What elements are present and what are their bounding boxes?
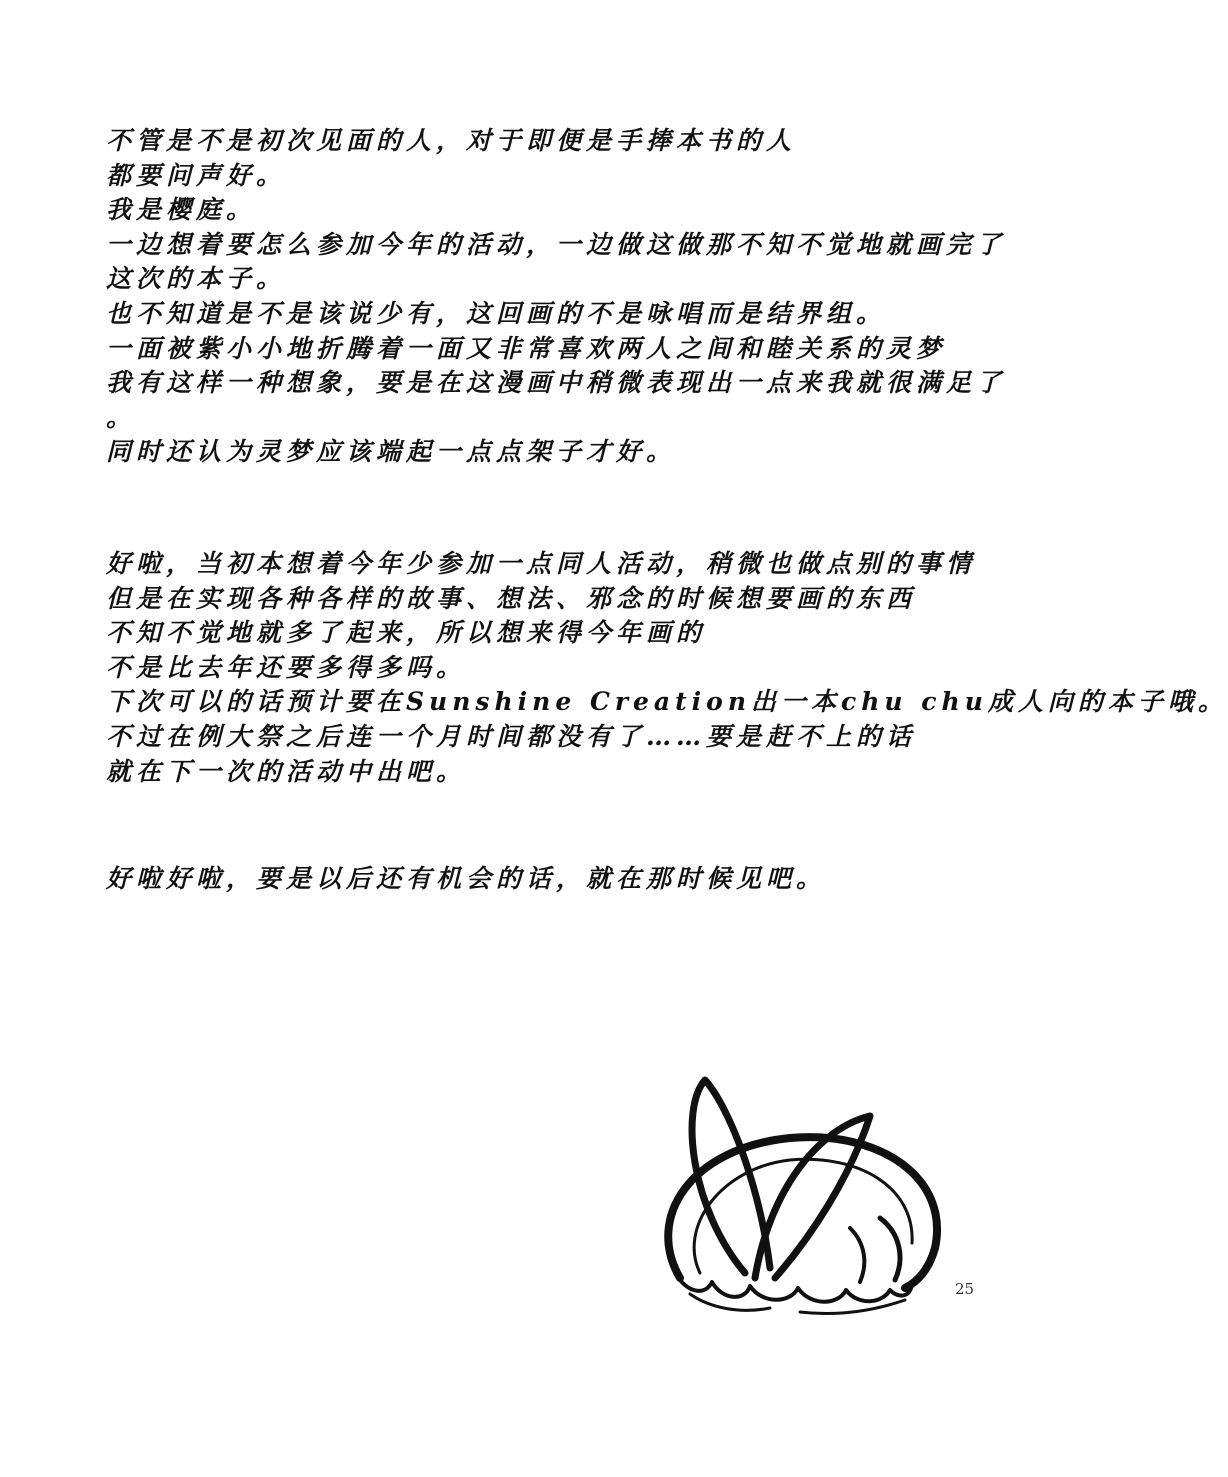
paragraph-greeting (106, 124, 1007, 470)
text-line: 我是樱庭。 (106, 195, 257, 225)
text-line: 不管是不是初次见面的人，对于即便是手捧本书的人 (106, 126, 797, 155)
paragraph-farewell (106, 862, 986, 897)
text-line: 好啦好啦，要是以后还有机会的话，就在那时候见吧。 (106, 864, 827, 893)
text-line: 一边想着要怎么参加今年的活动，一边做这做那不知不觉地就画完了 (106, 229, 1007, 259)
text-line: 。 (106, 402, 137, 432)
text-line: 也不知道是不是该说少有，这回画的不是咏唱而是结界组。 (106, 298, 887, 328)
text-line: 下次可以的话预计要在Sunshine Creation出一本chu chu成人向的本子哦。 (106, 687, 1228, 717)
text-line: 就在下一次的活动中出吧。 (106, 756, 467, 786)
page-number: 25 (955, 1280, 975, 1298)
text-line: 不过在例大祭之后连一个月时间都没有了……要是赶不上的话 (106, 721, 917, 751)
text-line: 同时还认为灵梦应该端起一点点架子才好。 (106, 437, 677, 467)
text-line: 但是在实现各种各样的故事、想法、邪念的时候想要画的东西 (106, 583, 917, 613)
cat-ear-cap-drawing-icon (650, 1068, 950, 1318)
text-line: 都要问声好。 (106, 160, 287, 190)
text-line: 我有这样一种想象，要是在这漫画中稍微表现出一点来我就很满足了 (106, 368, 1007, 398)
text-line: 这次的本子。 (106, 264, 287, 294)
text-line: 一面被紫小小地折腾着一面又非常喜欢两人之间和睦关系的灵梦 (106, 333, 947, 363)
text-line: 好啦，当初本想着今年少参加一点同人活动，稍微也做点别的事情 (106, 549, 977, 578)
text-line: 不是比去年还要多得多吗。 (106, 652, 467, 682)
paragraph-plans (106, 547, 1228, 789)
text-line: 不知不觉地就多了起来，所以想来得今年画的 (106, 618, 707, 648)
